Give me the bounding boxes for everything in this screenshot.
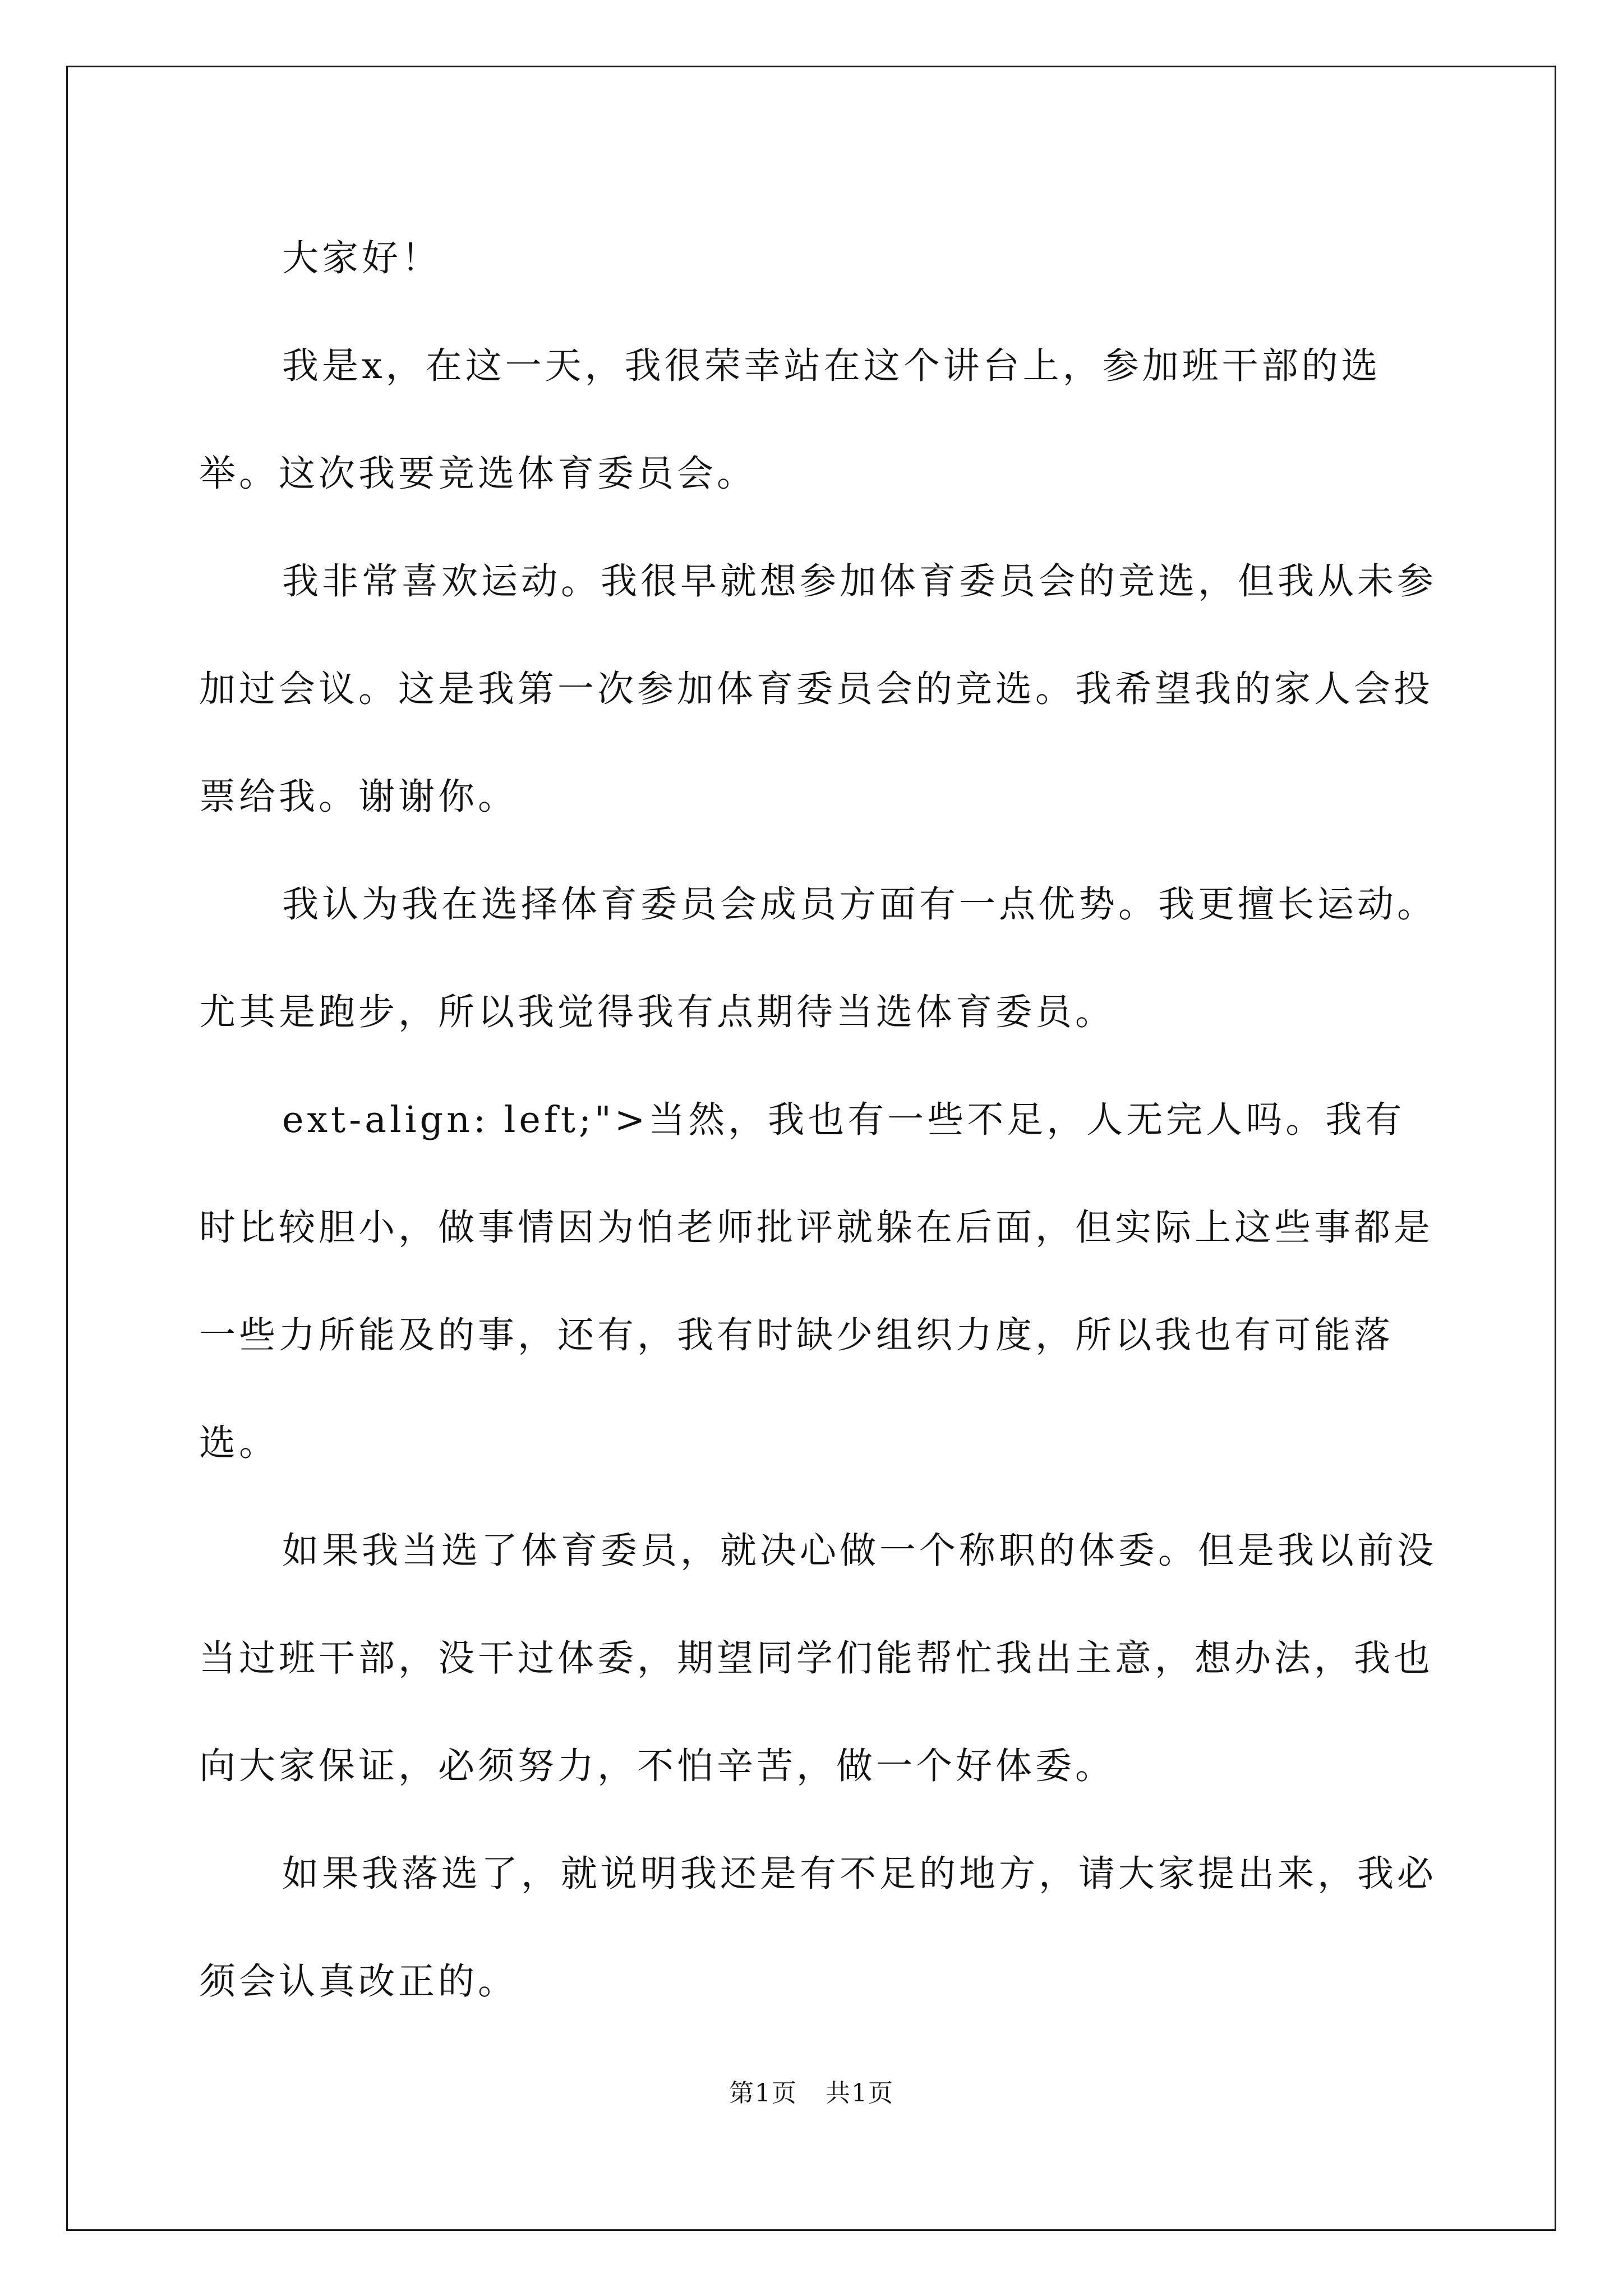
page-total: 共1页 — [826, 2079, 894, 2108]
body-paragraph: 如果我落选了，就说明我还是有不足的地方，请大家提出来，我必须会认真改正的。 — [199, 1853, 1437, 2003]
body-paragraph: 我非常喜欢运动。我很早就想参加体育委员会的竞选，但我从未参加过会议。这是我第一次参加体育委员会的竞选。我希望我的家人会投票给我。谢谢你。 — [199, 560, 1437, 818]
body-paragraph: ext-align: left;">当然，我也有一些不足，人无完人吗。我有时比较胆小，做事情因为怕老师批评就躲在后面，但实际上这些事都是一些力所能及的事，还有，我有时缺少组织力度，所以我也有可能落选。 — [199, 1099, 1434, 1464]
page-footer — [0, 2077, 1623, 2110]
greeting-paragraph: 大家好！ — [282, 237, 442, 279]
page-number: 第1页 — [729, 2079, 797, 2108]
body-paragraph: 如果我当选了体育委员，就决心做一个称职的体委。但是我以前没当过班干部，没干过体委，期望同学们能帮忙我出主意，想办法，我也向大家保证，必须努力，不怕辛苦，做一个好体委。 — [199, 1530, 1437, 1787]
body-paragraph: 我认为我在选择体育委员会成员方面有一点优势。我更擅长运动。尤其是跑步，所以我觉得我有点期待当选体育委员。 — [199, 884, 1437, 1033]
body-paragraph: 我是x，在这一天，我很荣幸站在这个讲台上，参加班干部的选举。这次我要竞选体育委员会。 — [199, 345, 1381, 495]
document-body — [199, 205, 1438, 2036]
